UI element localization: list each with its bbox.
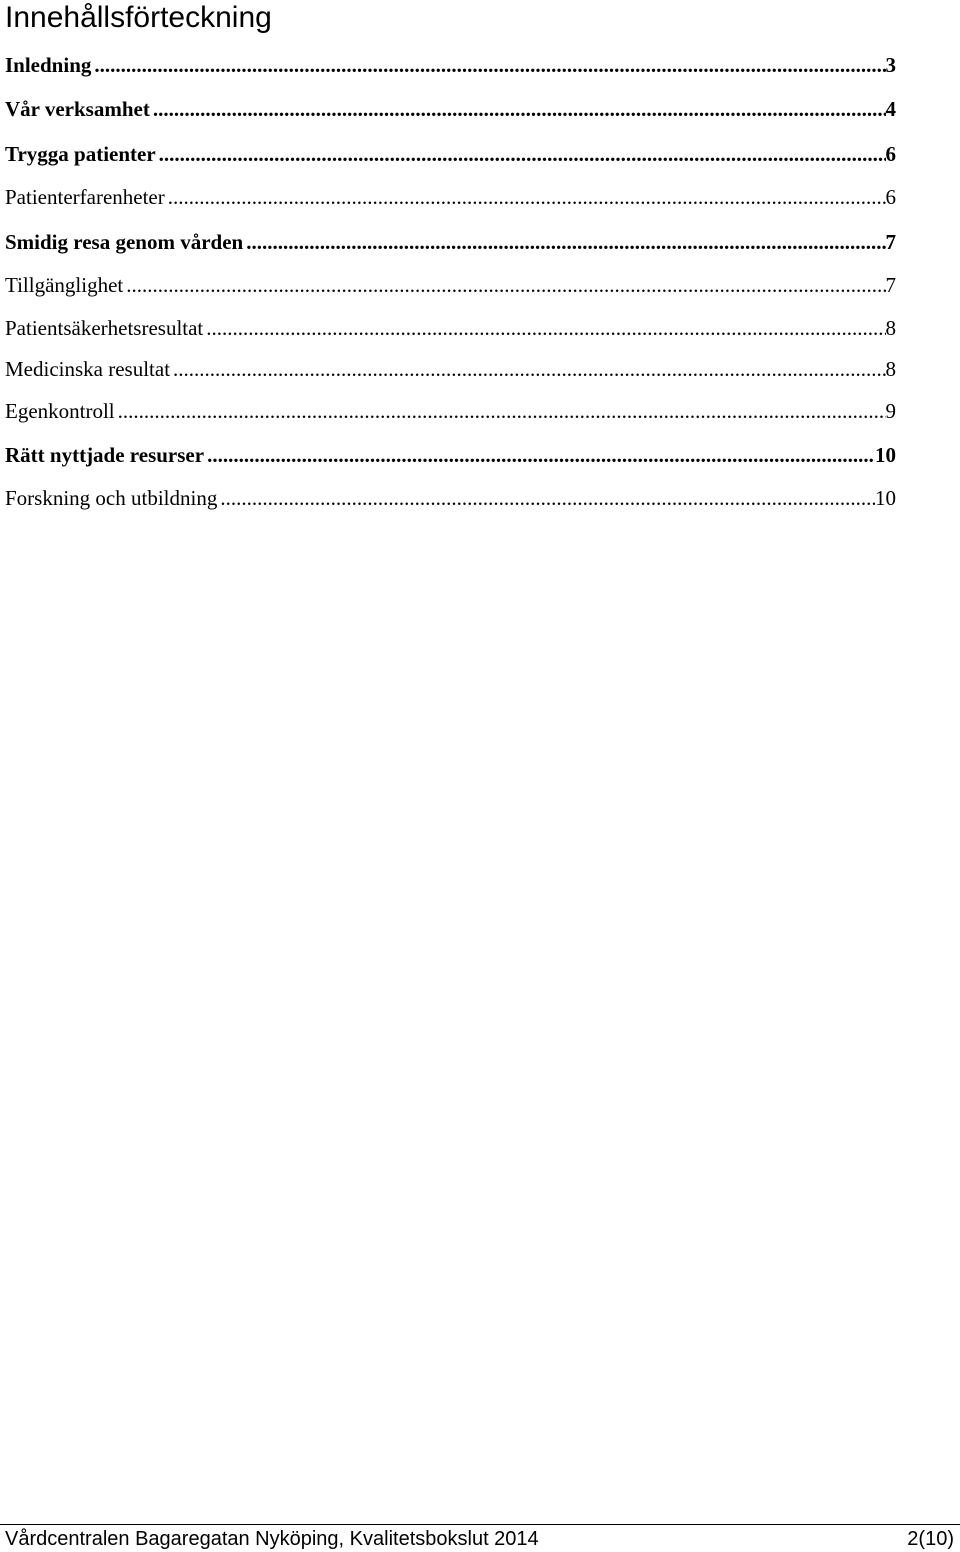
footer-document-title: Vårdcentralen Bagaregatan Nyköping, Kvalitetsbokslut 2014 bbox=[5, 1528, 539, 1550]
toc-entry-title: Patienterfarenheter bbox=[5, 185, 165, 209]
toc-entry-forskning-och-utbildning[interactable] bbox=[5, 484, 896, 512]
toc-dot-leader bbox=[150, 95, 886, 123]
toc-entry-patienterfarenheter[interactable] bbox=[5, 183, 896, 211]
toc-entry-page: 6 bbox=[885, 185, 896, 209]
toc-entry-inledning[interactable] bbox=[5, 51, 896, 79]
toc-dot-leader bbox=[203, 314, 885, 342]
toc-entry-title: Vår verksamhet bbox=[5, 97, 150, 121]
toc-entry-page: 7 bbox=[885, 273, 896, 297]
page-footer bbox=[5, 1526, 954, 1552]
toc-entry-ratt-nyttjade-resurser[interactable] bbox=[5, 441, 896, 469]
toc-entry-trygga-patienter[interactable] bbox=[5, 140, 896, 168]
toc-dot-leader bbox=[204, 441, 875, 469]
toc-entry-page: 10 bbox=[875, 443, 896, 467]
toc-entry-medicinska-resultat[interactable] bbox=[5, 355, 896, 383]
toc-entry-page: 3 bbox=[885, 53, 896, 77]
toc-entry-title: Egenkontroll bbox=[5, 399, 115, 423]
toc-dot-leader bbox=[123, 271, 885, 299]
toc-entry-page: 8 bbox=[885, 316, 896, 340]
toc-entry-title: Forskning och utbildning bbox=[5, 486, 218, 510]
footer-divider bbox=[0, 1524, 960, 1525]
toc-entry-title: Smidig resa genom vården bbox=[5, 230, 244, 254]
toc-entry-patientsakerhetsresultat[interactable] bbox=[5, 314, 896, 342]
toc-entry-smidig-resa[interactable] bbox=[5, 228, 896, 256]
toc-heading: Innehållsförteckning bbox=[5, 1, 272, 34]
toc-entry-title: Patientsäkerhetsresultat bbox=[5, 316, 204, 340]
toc-entry-page: 7 bbox=[885, 230, 896, 254]
toc-entry-page: 9 bbox=[885, 399, 896, 423]
footer-page-number: 2(10) bbox=[907, 1528, 954, 1550]
toc-dot-leader bbox=[243, 228, 885, 256]
toc-entry-title: Medicinska resultat bbox=[5, 357, 171, 381]
toc-dot-leader bbox=[156, 140, 886, 168]
toc-entry-var-verksamhet[interactable] bbox=[5, 95, 896, 123]
toc-entry-tillganglighet[interactable] bbox=[5, 271, 896, 299]
toc-entry-egenkontroll[interactable] bbox=[5, 397, 896, 425]
toc-list bbox=[5, 0, 896, 520]
toc-dot-leader bbox=[165, 183, 886, 211]
toc-dot-leader bbox=[217, 484, 875, 512]
toc-entry-title: Rätt nyttjade resurser bbox=[5, 443, 205, 467]
toc-dot-leader bbox=[170, 355, 885, 383]
toc-entry-title: Inledning bbox=[5, 53, 92, 77]
toc-dot-leader bbox=[91, 51, 885, 79]
toc-entry-page: 4 bbox=[885, 97, 896, 121]
toc-entry-page: 6 bbox=[885, 142, 896, 166]
toc-entry-page: 8 bbox=[885, 357, 896, 381]
toc-dot-leader bbox=[115, 397, 886, 425]
toc-entry-title: Trygga patienter bbox=[5, 142, 156, 166]
toc-entry-title: Tillgänglighet bbox=[5, 273, 124, 297]
toc-entry-page: 10 bbox=[875, 486, 896, 510]
